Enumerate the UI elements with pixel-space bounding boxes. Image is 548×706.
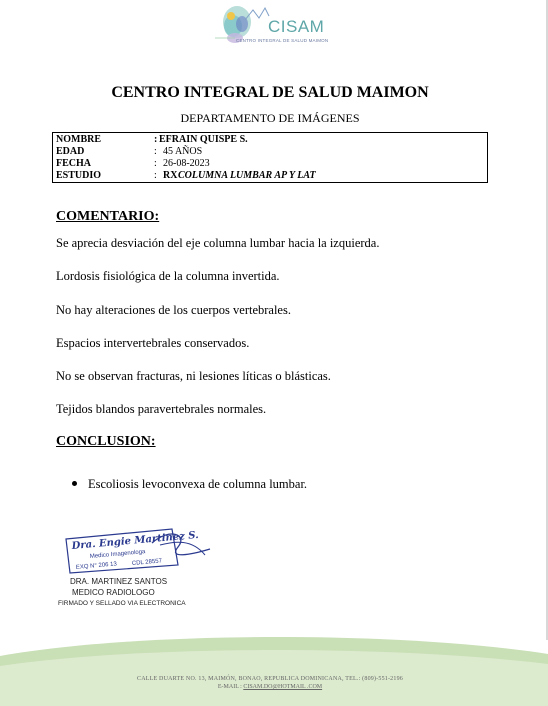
name-value: EFRAIN QUISPE S. (159, 134, 248, 145)
footer-address: CALLE DUARTE NO. 13, MAIMÓN, BONAO, REPUBLICA DOMINICANA, TEL.: (809)-551-2196 (137, 676, 403, 682)
page-title: CENTRO INTEGRAL DE SALUD MAIMON (111, 84, 429, 101)
stamp-line: CDL 28557 (131, 558, 163, 567)
stamp-line: Medico Imagenologa (89, 549, 146, 560)
name-label: NOMBRE (56, 134, 101, 145)
comment-heading: COMENTARIO: (56, 209, 160, 224)
conclusion-heading: CONCLUSION: (56, 434, 156, 449)
comment-paragraph: No se observan fracturas, ni lesiones líticas o blásticas. (56, 369, 331, 383)
bullet-icon (72, 481, 77, 486)
comment-paragraph: Espacios intervertebrales conservados. (56, 336, 250, 350)
comment-paragraph: Tejidos blandos paravertebrales normales. (56, 402, 267, 416)
conclusion-item: Escoliosis levoconvexa de columna lumbar. (88, 477, 308, 491)
stamp-line: EXQ N° 206 13 (75, 561, 118, 571)
study-colon: : (154, 170, 157, 181)
name-colon: : (154, 134, 158, 145)
stamp-line: Dra. Engie Martinez S. (71, 529, 200, 552)
comment-paragraph: No hay alteraciones de los cuerpos vertebrales. (56, 303, 291, 317)
study-prefix: RX (163, 170, 178, 181)
patient-info-box (52, 132, 488, 183)
comment-paragraph: Lordosis fisiológica de la columna invertida. (56, 269, 280, 283)
study-label: ESTUDIO (56, 170, 102, 181)
footer-email-link[interactable]: CISAM.DO@HOTMAIL .COM (243, 684, 323, 690)
signature-stamp (60, 525, 220, 580)
comment-paragraph: Se aprecia desviación del eje columna lumbar hacia la izquierda. (56, 236, 380, 250)
doctor-role: MEDICO RADIOLOGO (72, 588, 155, 597)
study-value: COLUMNA LUMBAR AP Y LAT (178, 170, 316, 181)
logo-subtitle: CENTRO INTEGRAL DE SALUD MAIMON (236, 38, 329, 43)
doctor-name: DRA. MARTINEZ SANTOS (70, 577, 168, 586)
footer-email-line (0, 684, 540, 690)
date-label: FECHA (56, 158, 91, 169)
date-value: 26-08-2023 (163, 158, 210, 169)
age-colon: : (154, 146, 157, 157)
date-colon: : (154, 158, 157, 169)
signature-note: FIRMADO Y SELLADO VIA ELECTRONICA (58, 600, 186, 607)
age-label: EDAD (56, 146, 85, 157)
department-title: DEPARTAMENTO DE IMÁGENES (180, 111, 360, 125)
footer-email-prefix: E-MAIL : (217, 684, 242, 690)
age-value: 45 AÑOS (163, 146, 203, 157)
footer-wave (0, 626, 548, 706)
logo-name: CISAM (268, 17, 325, 36)
